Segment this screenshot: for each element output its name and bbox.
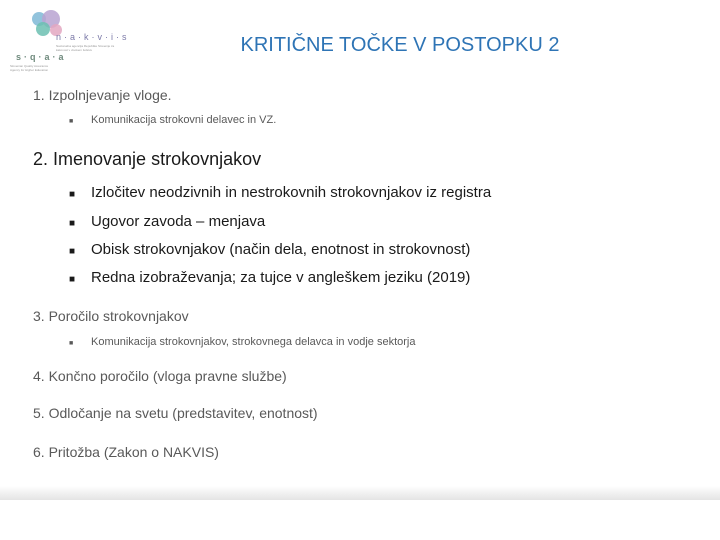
list-item-3: 3. Poročilo strokovnjakov [33, 308, 189, 324]
list-item-4: 4. Končno poročilo (vloga pravne službe) [33, 368, 287, 384]
nakvis-logo [6, 6, 130, 76]
bullet-square-icon: ■ [69, 340, 74, 347]
sub-bullet-text: Obisk strokovnjakov (način dela, enotnost in strokovnost) [91, 241, 471, 258]
bullet-square-icon: ■ [69, 274, 76, 285]
bullet-square-icon: ■ [69, 246, 76, 257]
sub-bullet [69, 269, 470, 286]
sub-bullet-text: Redna izobraževanja; za tujce v angleškem jeziku (2019) [91, 269, 471, 286]
bullet-square-icon: ■ [69, 189, 76, 200]
list-item-6: 6. Pritožba (Zakon o NAKVIS) [33, 444, 219, 460]
sub-bullet-text: Izločitev neodzivnih in nestrokovnih strokovnjakov iz registra [91, 184, 492, 201]
slide-title: KRITIČNE TOČKE V POSTOPKU 2 [240, 34, 560, 56]
sub-bullet-text: Komunikacija strokovnjakov, strokovnega delavca in vodje sektorja [91, 336, 416, 348]
list-item-2: 2. Imenovanje strokovnjakov [33, 149, 262, 169]
logo-wordmark: n·a·k·v·i·s [56, 32, 130, 42]
logo-sqaa-subtitle: Slovenian Quality Assurance Agency for Higher Education [10, 64, 49, 72]
logo-wordmark-subtitle: Nacionalna agencija Republike Slovenije za kakovost v visokem šolstvu [56, 44, 115, 52]
sub-bullet-text: Komunikacija strokovni delavec in VZ. [91, 114, 277, 126]
bullet-square-icon: ■ [69, 118, 74, 125]
logo-sqaa: s·q·a·a [16, 52, 67, 62]
bullet-square-icon: ■ [69, 218, 76, 229]
sub-bullet [69, 184, 491, 201]
footer-shadow [0, 486, 720, 500]
list-item-1: 1. Izpolnjevanje vloge. [33, 87, 172, 103]
list-item-5: 5. Odločanje na svetu (predstavitev, enotnost) [33, 405, 318, 421]
sub-bullet [69, 241, 470, 258]
sub-bullet [69, 213, 265, 230]
sub-bullet [69, 336, 415, 348]
sub-bullet [69, 114, 276, 126]
sub-bullet-text: Ugovor zavoda – menjava [91, 213, 266, 230]
